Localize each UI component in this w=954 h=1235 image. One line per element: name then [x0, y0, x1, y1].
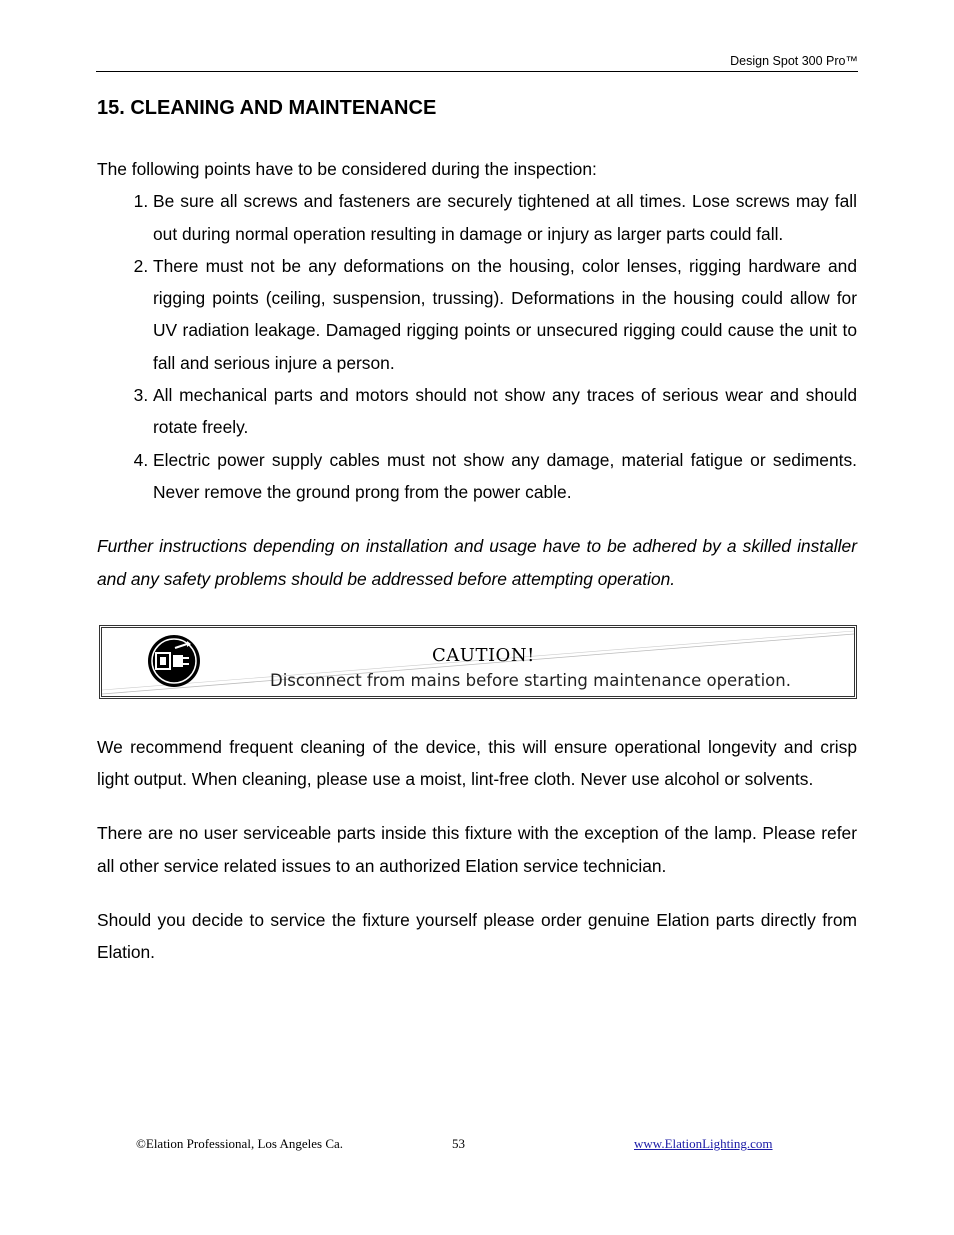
inspection-points-list	[97, 185, 857, 508]
installer-note: Further instructions depending on installation and usage have to be adhered by a skilled installer and any safety problems should be addressed before attempting operation.	[97, 536, 857, 589]
section-heading: 15. CLEANING AND MAINTENANCE	[97, 97, 437, 119]
service-paragraph: There are no user serviceable parts inside this fixture with the exception of the lamp. Please refer all other service related issues to an authorized Elation service technician.	[97, 823, 857, 876]
parts-paragraph: Should you decide to service the fixture yourself please order genuine Elation parts directly from Elation.	[97, 910, 857, 963]
caution-text: Disconnect from mains before starting maintenance operation.	[270, 670, 791, 690]
list-item: 2. There must not be any deformations on the housing, color lenses, rigging hardware and rigging points (ceiling, suspension, trussing). Deformations in the housing could allow for UV radiation leakage. Damaged rigging points or unsecured rigging could cause the unit to fall and serious injure a person.	[153, 250, 857, 379]
header-divider	[96, 71, 858, 72]
list-item: 3. All mechanical parts and motors should not show any traces of serious wear and should rotate freely.	[153, 379, 857, 444]
cleaning-paragraph: We recommend frequent cleaning of the device, this will ensure operational longevity and crisp light output. When cleaning, please use a moist, lint-free cloth. Never use alcohol or solvents.	[97, 736, 857, 790]
footer-copyright: ©Elation Professional, Los Angeles Ca.	[136, 1136, 344, 1151]
website-link[interactable]: www.ElationLighting.com	[634, 1136, 773, 1151]
list-item: 1. Be sure all screws and fasteners are securely tightened at all times. Lose screws may fall out during normal operation resulting in damage or injury as larger parts could fall.	[153, 185, 857, 250]
caution-title: CAUTION!	[432, 644, 535, 666]
list-item: 4. Electric power supply cables must not show any damage, material fatigue or sediments. Never remove the ground prong from the power cable.	[153, 444, 857, 509]
caution-box	[99, 625, 857, 699]
unplug-icon	[147, 634, 201, 688]
intro-text: The following points have to be considered during the inspection:	[97, 159, 597, 179]
main-content	[97, 153, 857, 969]
document-header-title: Design Spot 300 Pro™	[730, 54, 858, 68]
page-number: 53	[452, 1136, 465, 1151]
